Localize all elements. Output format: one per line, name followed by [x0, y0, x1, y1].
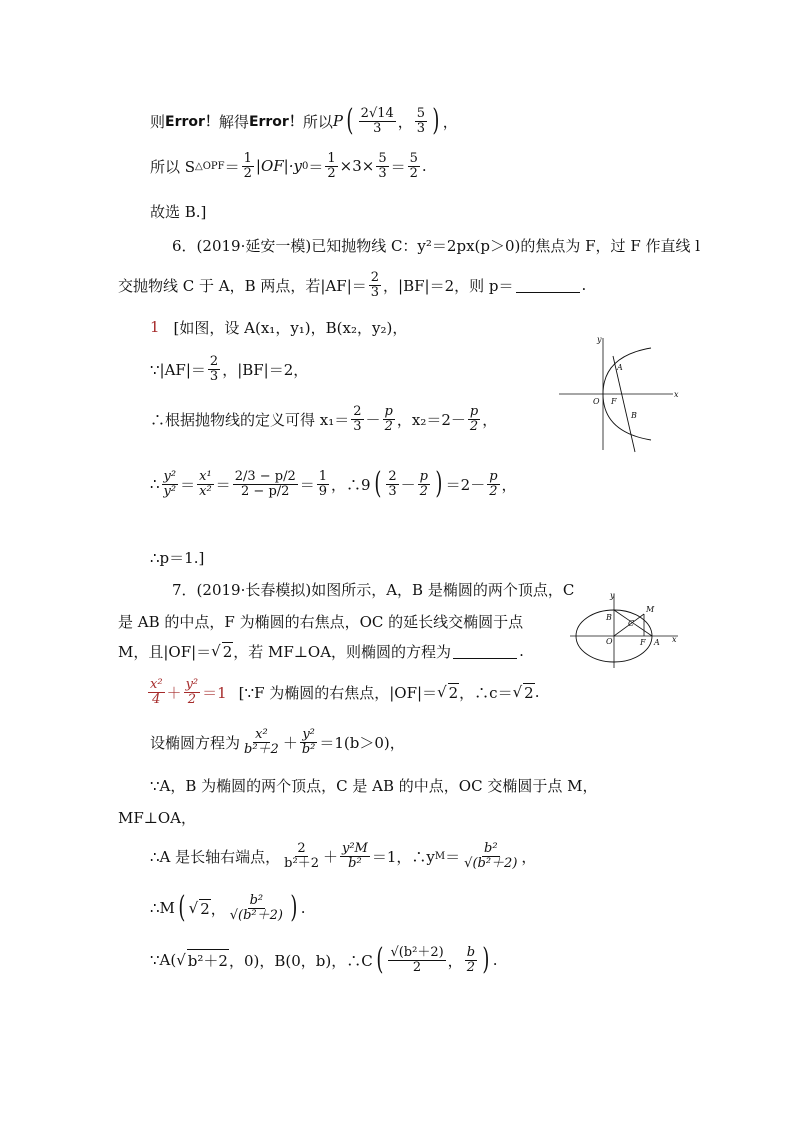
svg-text:F: F — [640, 638, 646, 647]
q7-line-3: M，且|OF|＝ √ 2 ，若 MF⊥OA，则椭圆的方程为 . — [118, 642, 524, 661]
svg-text:C: C — [628, 619, 635, 628]
svg-text:O: O — [606, 637, 613, 646]
line-3: 故选 B.] — [150, 202, 207, 221]
s6-line-5: ∴p＝1.] — [150, 548, 205, 567]
q7-line-1: 7．(2019·长春模拟)如图所示，A，B 是椭圆的两个顶点，C — [172, 580, 575, 599]
s7-line-5: ∴A 是长轴右端点， $\frac{2}{\text{b²＋2}}$ ＋ $\frac{\text{y²M}}{\text{b²}}$ ＝1，∴y M ＝ $\frac{\text{b²}}{\text{√(b²＋2)}}$ ， — [150, 840, 537, 871]
parabola-figure — [555, 332, 680, 454]
s7-line-4: MF⊥OA， — [118, 808, 197, 827]
svg-text:A: A — [617, 363, 623, 372]
svg-text:F: F — [611, 397, 617, 406]
s7-line-6: ∴M ( √ 2 ， $\frac{\text{b²}}{\text{√(b²＋2)}}$ ) . — [150, 890, 306, 925]
q6-line-2: 交抛物线 C 于 A，B 两点，若|AF|＝ $\frac{2}{3}$ ，|BF|＝2，则 p＝ . — [118, 269, 587, 300]
line-2: 所以 S △OPF ＝ $\frac{1}{2}$ |OF|·y 0 ＝ $\frac{1}{2}$ ×3× $\frac{5}{3}$ ＝ $\frac{5}{2}$ . — [150, 150, 427, 181]
s6-line-2: ∵|AF|＝ $\frac{2}{3}$ ，|BF|＝2， — [150, 353, 309, 384]
s7-line-7: ∵A( √ b²＋2 ，0)，B(0，b)，∴C ( $\frac{\text{√(b²＋2)}}{2}$ ， $\frac{b}{2}$ ) . — [150, 942, 498, 977]
s6-line-1: 1 [如图，设 A(x₁，y₁)，B(x₂，y₂)， — [150, 318, 408, 337]
ellipse-figure — [568, 592, 680, 670]
svg-text:B: B — [606, 613, 612, 622]
svg-text:A: A — [654, 638, 660, 647]
line-1: 则 Error！ 解得 Error！ 所以 P ( $\frac{2√14}{3}$ ， $\frac{5}{3}$ ) ， — [150, 103, 458, 138]
svg-text:M: M — [646, 605, 655, 614]
svg-text:y: y — [597, 335, 602, 344]
q7-line-2: 是 AB 的中点，F 为椭圆的右焦点，OC 的延长线交椭圆于点 — [118, 612, 524, 631]
answer-blank-7 — [453, 644, 517, 659]
svg-text:B: B — [631, 411, 637, 420]
q6-line-1: 6．(2019·延安一模)已知抛物线 C：y²＝2px(p＞0)的焦点为 F，过 F 作直线 l — [172, 236, 701, 255]
svg-text:O: O — [593, 397, 600, 406]
s6-line-4: ∴ $\frac{\text{y²}}{\text{y²}}$ ＝ $\frac{\text{x¹}}{\text{x²}}$ ＝ $\frac{2/3 - p/2}{2 - p/2}$ ＝ $\frac{1}{9}$ ，∴9 ( $\frac{2}{3}$ － $\frac{p}{2}$ ) ＝2－ $\frac{p}{2}$ ， — [150, 466, 517, 501]
answer-blank — [516, 278, 580, 293]
svg-text:y: y — [610, 592, 615, 600]
s7-line-3: ∵A，B 为椭圆的两个顶点，C 是 AB 的中点，OC 交椭圆于点 M， — [150, 776, 598, 795]
svg-text:x: x — [674, 390, 679, 399]
s7-line-2: 设椭圆方程为 $\frac{\text{x²}}{\text{b²＋2}}$ ＋ $\frac{\text{y²}}{\text{b²}}$ ＝1(b＞0)， — [150, 726, 405, 757]
svg-text:x: x — [672, 635, 677, 644]
s7-line-1: $\frac{\text{x²}}{4}$ ＋ $\frac{\text{y²}}{2}$ ＝1 [∵F 为椭圆的右焦点，|OF|＝ √ 2 ，∴c＝ √ 2 . — [150, 676, 540, 707]
s6-line-3: ∴根据抛物线的定义可得 x₁＝ $\frac{2}{3}$ － $\frac{p}{2}$ ，x₂＝2－ $\frac{p}{2}$ ， — [150, 403, 498, 434]
